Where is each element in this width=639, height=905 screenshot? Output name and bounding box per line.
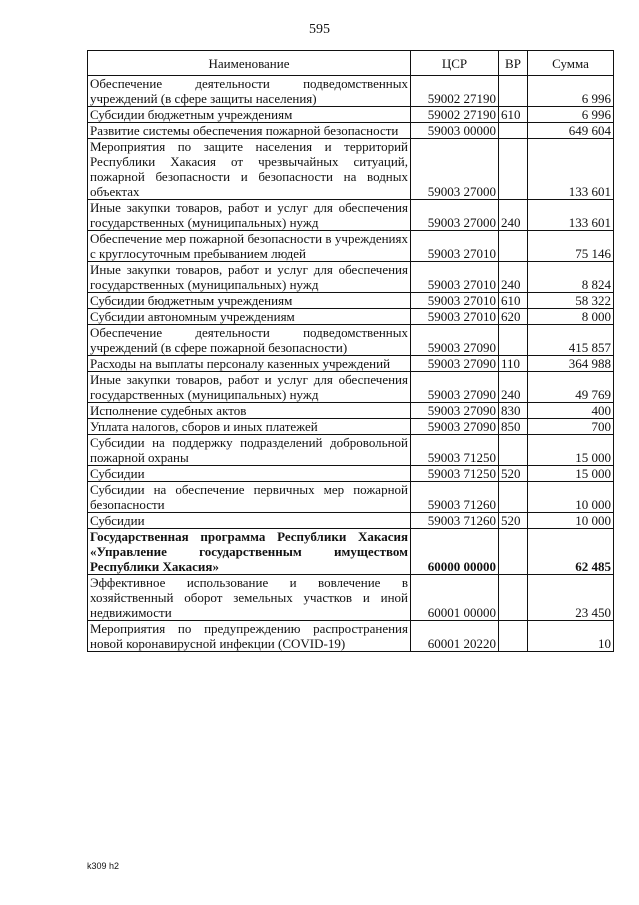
vr-cell: 240 bbox=[499, 372, 528, 403]
name-cell: Субсидии bbox=[88, 513, 411, 529]
page-number: 595 bbox=[309, 22, 330, 37]
sum-cell: 58 322 bbox=[528, 293, 614, 309]
table-row bbox=[88, 513, 614, 529]
table-row bbox=[88, 621, 614, 652]
name-cell: Исполнение судебных актов bbox=[88, 403, 411, 419]
name-cell: Субсидии автономным учреждениям bbox=[88, 309, 411, 325]
footer-code: k309 h2 bbox=[87, 861, 120, 871]
vr-cell bbox=[499, 529, 528, 575]
table-row bbox=[88, 293, 614, 309]
name-cell: Обеспечение деятельности подведомственных учреждений (в сфере пожарной безопасности) bbox=[88, 325, 411, 356]
table-row bbox=[88, 435, 614, 466]
sum-cell: 364 988 bbox=[528, 356, 614, 372]
csr-cell: 59003 27000 bbox=[411, 139, 499, 200]
sum-cell: 10 bbox=[528, 621, 614, 652]
vr-cell: 610 bbox=[499, 293, 528, 309]
table-row bbox=[88, 575, 614, 621]
csr-cell: 59003 27090 bbox=[411, 403, 499, 419]
header-sum: Сумма bbox=[528, 51, 614, 76]
sum-cell: 49 769 bbox=[528, 372, 614, 403]
vr-cell: 830 bbox=[499, 403, 528, 419]
sum-cell: 10 000 bbox=[528, 513, 614, 529]
name-cell: Субсидии на обеспечение первичных мер пожарной безопасности bbox=[88, 482, 411, 513]
csr-cell: 59003 71260 bbox=[411, 513, 499, 529]
name-cell: Субсидии бюджетным учреждениям bbox=[88, 107, 411, 123]
sum-cell: 415 857 bbox=[528, 325, 614, 356]
csr-cell: 59003 27010 bbox=[411, 231, 499, 262]
name-cell: Мероприятия по предупреждению распространения новой коронавирусной инфекции (COVID-19) bbox=[88, 621, 411, 652]
csr-cell: 59003 71250 bbox=[411, 466, 499, 482]
name-cell: Субсидии bbox=[88, 466, 411, 482]
csr-cell: 59002 27190 bbox=[411, 107, 499, 123]
table-row bbox=[88, 325, 614, 356]
table-row bbox=[88, 372, 614, 403]
vr-cell bbox=[499, 123, 528, 139]
csr-cell: 59003 27010 bbox=[411, 262, 499, 293]
vr-cell bbox=[499, 325, 528, 356]
table-row bbox=[88, 419, 614, 435]
csr-cell: 60001 00000 bbox=[411, 575, 499, 621]
header-name: Наименование bbox=[88, 51, 411, 76]
vr-cell: 240 bbox=[499, 262, 528, 293]
sum-cell: 23 450 bbox=[528, 575, 614, 621]
table-row bbox=[88, 139, 614, 200]
table-row bbox=[88, 466, 614, 482]
vr-cell: 620 bbox=[499, 309, 528, 325]
csr-cell: 59003 27000 bbox=[411, 200, 499, 231]
vr-cell: 520 bbox=[499, 466, 528, 482]
sum-cell: 8 824 bbox=[528, 262, 614, 293]
name-cell: Иные закупки товаров, работ и услуг для обеспечения государственных (муниципальных) нужд bbox=[88, 262, 411, 293]
name-cell: Иные закупки товаров, работ и услуг для обеспечения государственных (муниципальных) нужд bbox=[88, 372, 411, 403]
vr-cell bbox=[499, 231, 528, 262]
table-header-row bbox=[88, 51, 614, 76]
vr-cell: 240 bbox=[499, 200, 528, 231]
csr-cell: 59003 27090 bbox=[411, 325, 499, 356]
csr-cell: 60000 00000 bbox=[411, 529, 499, 575]
vr-cell bbox=[499, 575, 528, 621]
vr-cell bbox=[499, 482, 528, 513]
csr-cell: 59003 00000 bbox=[411, 123, 499, 139]
vr-cell: 110 bbox=[499, 356, 528, 372]
header-csr: ЦСР bbox=[411, 51, 499, 76]
name-cell: Расходы на выплаты персоналу казенных учреждений bbox=[88, 356, 411, 372]
sum-cell: 10 000 bbox=[528, 482, 614, 513]
name-cell: Уплата налогов, сборов и иных платежей bbox=[88, 419, 411, 435]
csr-cell: 59003 71250 bbox=[411, 435, 499, 466]
vr-cell bbox=[499, 435, 528, 466]
csr-cell: 59003 27090 bbox=[411, 419, 499, 435]
csr-cell: 59003 27010 bbox=[411, 293, 499, 309]
table-row bbox=[88, 403, 614, 419]
csr-cell: 59002 27190 bbox=[411, 76, 499, 107]
sum-cell: 700 bbox=[528, 419, 614, 435]
table-row bbox=[88, 107, 614, 123]
sum-cell: 15 000 bbox=[528, 435, 614, 466]
name-cell: Обеспечение деятельности подведомственных учреждений (в сфере защиты населения) bbox=[88, 76, 411, 107]
vr-cell bbox=[499, 76, 528, 107]
vr-cell: 520 bbox=[499, 513, 528, 529]
sum-cell: 133 601 bbox=[528, 139, 614, 200]
csr-cell: 59003 27010 bbox=[411, 309, 499, 325]
sum-cell: 62 485 bbox=[528, 529, 614, 575]
table-row bbox=[88, 356, 614, 372]
csr-cell: 59003 27090 bbox=[411, 356, 499, 372]
sum-cell: 15 000 bbox=[528, 466, 614, 482]
sum-cell: 6 996 bbox=[528, 76, 614, 107]
csr-cell: 59003 27090 bbox=[411, 372, 499, 403]
csr-cell: 60001 20220 bbox=[411, 621, 499, 652]
sum-cell: 400 bbox=[528, 403, 614, 419]
sum-cell: 133 601 bbox=[528, 200, 614, 231]
vr-cell bbox=[499, 621, 528, 652]
table-row bbox=[88, 76, 614, 107]
name-cell: Иные закупки товаров, работ и услуг для обеспечения государственных (муниципальных) нужд bbox=[88, 200, 411, 231]
budget-table bbox=[87, 50, 614, 652]
name-cell: Эффективное использование и вовлечение в хозяйственный оборот земельных участков и иной недвижимости bbox=[88, 575, 411, 621]
sum-cell: 8 000 bbox=[528, 309, 614, 325]
table-row bbox=[88, 123, 614, 139]
table-row bbox=[88, 482, 614, 513]
name-cell: Субсидии на поддержку подразделений добровольной пожарной охраны bbox=[88, 435, 411, 466]
table-row bbox=[88, 231, 614, 262]
table-row bbox=[88, 262, 614, 293]
vr-cell: 610 bbox=[499, 107, 528, 123]
header-vr: ВР bbox=[499, 51, 528, 76]
sum-cell: 649 604 bbox=[528, 123, 614, 139]
name-cell: Развитие системы обеспечения пожарной безопасности bbox=[88, 123, 411, 139]
name-cell: Государственная программа Республики Хакасия «Управление государственным имуществом Республики Хакасия» bbox=[88, 529, 411, 575]
name-cell: Субсидии бюджетным учреждениям bbox=[88, 293, 411, 309]
sum-cell: 6 996 bbox=[528, 107, 614, 123]
csr-cell: 59003 71260 bbox=[411, 482, 499, 513]
vr-cell: 850 bbox=[499, 419, 528, 435]
vr-cell bbox=[499, 139, 528, 200]
name-cell: Обеспечение мер пожарной безопасности в учреждениях с круглосуточным пребыванием людей bbox=[88, 231, 411, 262]
table-row bbox=[88, 200, 614, 231]
name-cell: Мероприятия по защите населения и территорий Республики Хакасия от чрезвычайных ситуаций, пожарной безопасности и безопасности на водных объектах bbox=[88, 139, 411, 200]
table-row bbox=[88, 309, 614, 325]
table-body bbox=[88, 76, 614, 652]
sum-cell: 75 146 bbox=[528, 231, 614, 262]
table-row bbox=[88, 529, 614, 575]
